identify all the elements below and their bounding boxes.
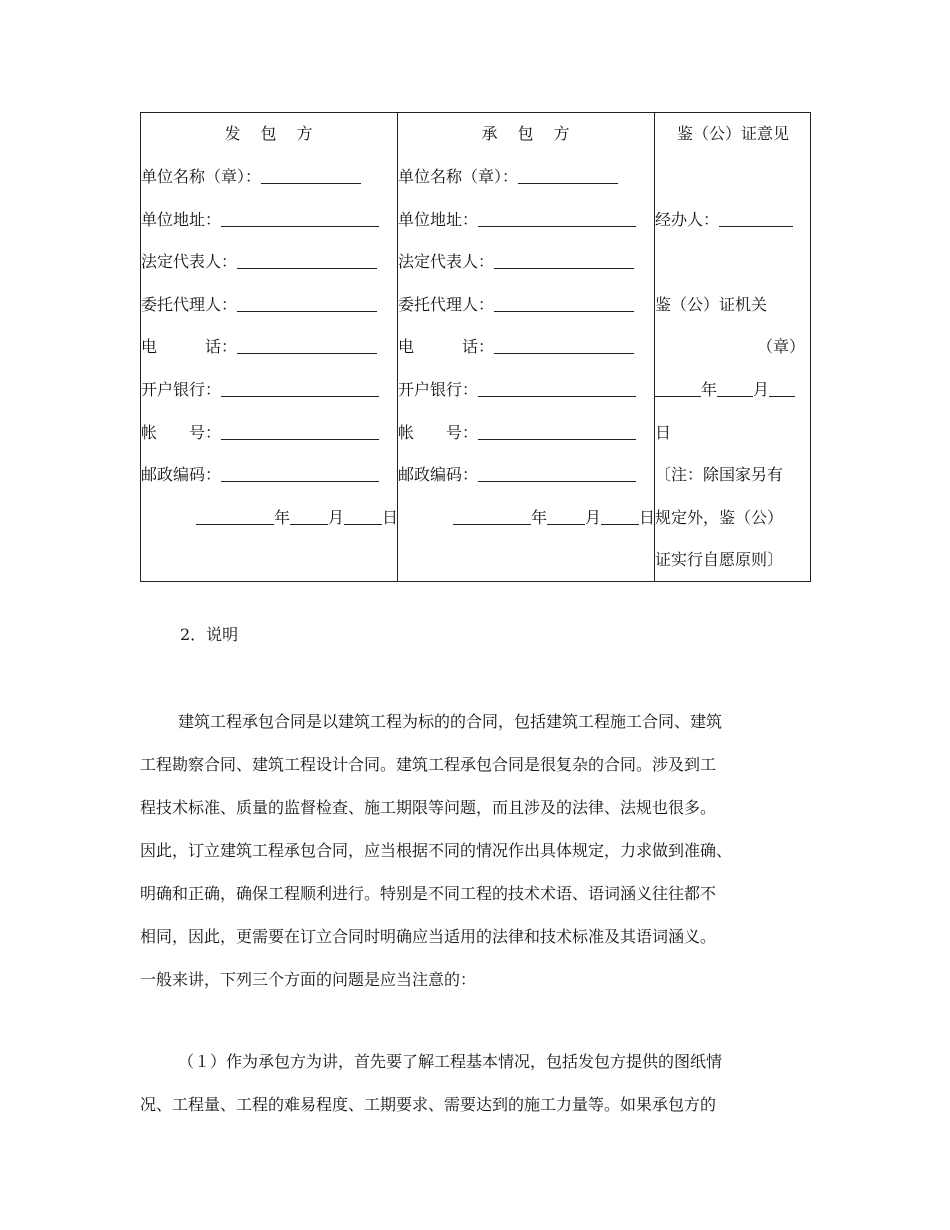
paragraph-line: 程技术标准、质量的监督检查、施工期限等问题，而且涉及的法律、法规也很多。: [140, 798, 717, 817]
paragraph-line: 一般来讲，下列三个方面的问题是应当注意的：: [140, 970, 477, 989]
blank-line: [221, 208, 379, 227]
signature-table: [140, 112, 811, 582]
blank-line: [221, 463, 379, 482]
blank-line: [547, 506, 585, 525]
employer-column: [141, 113, 398, 582]
blank-line: [494, 250, 634, 269]
contractor-field-name: 单位名称（章）：: [398, 156, 655, 198]
blank-line: [261, 165, 361, 184]
blank-line: [494, 335, 634, 354]
employer-field-agent: 委托代理人：: [141, 284, 398, 326]
blank-line: [478, 378, 636, 397]
notary-note-line: 规定外，鉴（公）: [655, 508, 784, 527]
section-title: 2．说明: [180, 625, 239, 644]
blank-line: [719, 208, 793, 227]
blank-line: [518, 165, 618, 184]
blank-line: [478, 463, 636, 482]
contractor-field-legal-rep: 法定代表人：: [398, 241, 655, 283]
blank-line: [494, 293, 634, 312]
notary-seal: （章）: [756, 337, 805, 356]
paragraph-line: 工程勘察合同、建筑工程设计合同。建筑工程承包合同是很复杂的合同。涉及到工: [140, 755, 717, 774]
contractor-date: 年 月 日: [398, 497, 655, 539]
blank-line: [655, 378, 701, 397]
notary-note-line: 〔注：除国家另有: [655, 465, 784, 484]
blank-line: [478, 421, 636, 440]
contractor-column: [398, 113, 655, 582]
contractor-header: 承 包 方: [481, 124, 572, 143]
notary-authority: 鉴（公）证机关: [655, 295, 768, 314]
contractor-field-agent: 委托代理人：: [398, 284, 655, 326]
notary-day: 日: [655, 423, 672, 442]
blank-line: [221, 378, 379, 397]
employer-field-bank: 开户银行：: [141, 369, 398, 411]
blank-line: [237, 250, 377, 269]
paragraph-line: 因此，订立建筑工程承包合同，应当根据不同的情况作出具体规定，力求做到准确、: [140, 841, 733, 860]
paragraph-point-1: [140, 1040, 830, 1126]
employer-field-phone: 电 话：: [141, 326, 398, 368]
blank-line: [478, 208, 636, 227]
contractor-field-postcode: 邮政编码：: [398, 454, 655, 496]
blank-line: [196, 506, 274, 525]
contractor-field-address: 单位地址：: [398, 199, 655, 241]
paragraph-line: 况、工程量、工程的难易程度、工期要求、需要达到的施工力量等。如果承包方的: [140, 1095, 717, 1114]
notary-column: [655, 113, 811, 582]
notary-note-line: 证实行自愿原则〕: [655, 550, 784, 569]
employer-field-name: 单位名称（章）：: [141, 156, 398, 198]
notary-header: 鉴（公）证意见: [676, 124, 789, 143]
employer-date: 年 月 日: [141, 497, 398, 539]
contractor-field-account: 帐 号：: [398, 412, 655, 454]
paragraph-explanation: [140, 700, 830, 1001]
employer-field-address: 单位地址：: [141, 199, 398, 241]
contractor-field-bank: 开户银行：: [398, 369, 655, 411]
paragraph-line: 相同，因此，更需要在订立合同时明确应当适用的法律和技术标准及其语词涵义。: [140, 927, 717, 946]
notary-date: 年 月: [655, 369, 811, 411]
blank-line: [769, 378, 795, 397]
employer-header: 发 包 方: [224, 124, 315, 143]
blank-line: [237, 293, 377, 312]
blank-line: [453, 506, 531, 525]
employer-field-legal-rep: 法定代表人：: [141, 241, 398, 283]
employer-field-account: 帐 号：: [141, 412, 398, 454]
contractor-field-phone: 电 话：: [398, 326, 655, 368]
blank-line: [344, 506, 382, 525]
blank-line: [717, 378, 753, 397]
blank-line: [601, 506, 639, 525]
notary-handler: 经办人：: [655, 199, 811, 241]
paragraph-line: 建筑工程承包合同是以建筑工程为标的的合同，包括建筑工程施工合同、建筑: [178, 712, 723, 731]
blank-line: [221, 421, 379, 440]
paragraph-line: 明确和正确，确保工程顺利进行。特别是不同工程的技术术语、语词涵义往往都不: [140, 884, 717, 903]
blank-line: [237, 335, 377, 354]
employer-field-postcode: 邮政编码：: [141, 454, 398, 496]
paragraph-line: （１）作为承包方为讲，首先要了解工程基本情况，包括发包方提供的图纸情: [178, 1052, 723, 1071]
blank-line: [290, 506, 328, 525]
